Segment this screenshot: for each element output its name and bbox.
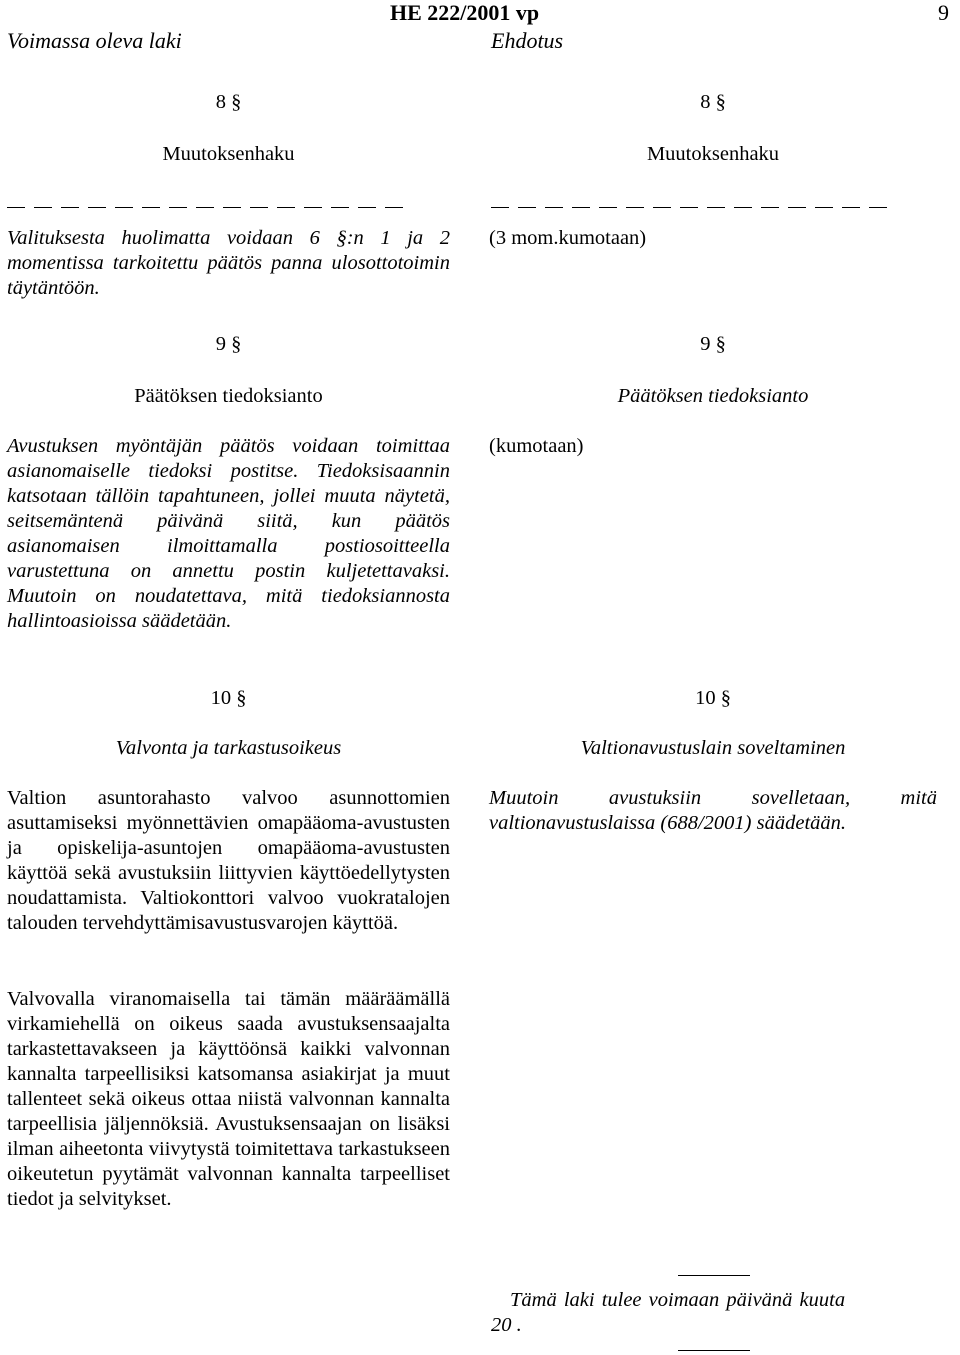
left-section-10-number: 10 § — [210, 687, 247, 709]
right-section-9-title: Päätöksen tiedoksianto — [617, 385, 809, 407]
right-section-10-number: 10 § — [695, 687, 731, 709]
right-section-8-number: 8 § — [700, 91, 726, 113]
right-section-10-text: Muutoin avustuksiin sovelletaan, mitä valtionavustuslaissa (688/2001) säädetään. — [489, 787, 937, 834]
left-section-10-paragraph-2: Valvovalla viranomaisella tai tämän määräämällä virkamiehellä on oikeus saada avustuksensaajalta tarkastettavakseen ja käyttöönsä kaikki valvonnan kannalta tarpeellisiksi katsomansa asiakirjat ja muut tallenteet sekä oikeus ottaa niistä valvonnan kannalta tarpeellisia jäljennöksiä. Avustuksensaajan on lisäksi ilman aiheetonta viivytystä toimitettava tarkastukseen oikeutetun pyytämät valvonnan kannalta tarpeelliset tiedot ja selvitykset. — [7, 988, 450, 1210]
page-number: 9 — [938, 0, 949, 25]
left-section-9-number: 9 § — [215, 333, 242, 355]
left-section-10-paragraph-1: Valtion asuntorahasto valvoo asunnottomien asuttamiseksi myönnettävien omapääoma-avustusten ja opiskelija-asuntojen omapääoma-avustusten käyttöä sekä avustuksiin liittyvien käyttöedellytysten noudattamista. Valtiokonttori valvoo vuokratalojen talouden tervehdyttämisavustusvarojen käyttöä. — [7, 787, 450, 934]
closing-line-2: 20 . — [491, 1314, 522, 1336]
omission-dashes-right — [491, 207, 887, 208]
closing-rule-bottom — [678, 1350, 750, 1351]
left-section-8-number: 8 § — [215, 91, 242, 113]
left-column-title: Voimassa oleva laki — [7, 28, 182, 53]
left-section-9-title: Päätöksen tiedoksianto — [134, 385, 323, 407]
left-section-10-title: Valvonta ja tarkastusoikeus — [115, 737, 342, 759]
closing-line-1: Tämä laki tulee voimaan päivänä kuuta — [510, 1289, 846, 1311]
omission-dashes-left — [7, 207, 403, 208]
right-section-9-text: (kumotaan) — [489, 435, 584, 457]
document-id: HE 222/2001 vp — [390, 0, 540, 25]
right-section-9-number: 9 § — [700, 333, 726, 355]
left-section-8-title: Muutoksenhaku — [162, 143, 295, 165]
closing-rule-top — [678, 1275, 750, 1276]
left-section-9-text: Avustuksen myöntäjän päätös voidaan toimittaa asianomaiselle tiedoksi postitse. Tiedoksisaannin katsotaan tällöin tapahtuneen, jollei muuta näytetä, seitsemäntenä päivänä siitä, kun päätös asianomaisen ilmoittamalla postiosoitteella varustettuna on annettu postin kuljetettavaksi. Muutoin on noudatettava, mitä tiedoksiannosta hallintoasioissa säädetään. — [7, 435, 450, 632]
left-section-8-text: Valituksesta huolimatta voidaan 6 §:n 1 ja 2 momentissa tarkoitettu päätös panna ulosottotoimin täytäntöön. — [7, 227, 450, 299]
right-column-title: Ehdotus — [491, 28, 564, 53]
right-section-8-text: (3 mom.kumotaan) — [489, 227, 647, 249]
right-section-10-title: Valtionavustuslain soveltaminen — [580, 737, 846, 759]
right-section-8-title: Muutoksenhaku — [646, 143, 780, 165]
